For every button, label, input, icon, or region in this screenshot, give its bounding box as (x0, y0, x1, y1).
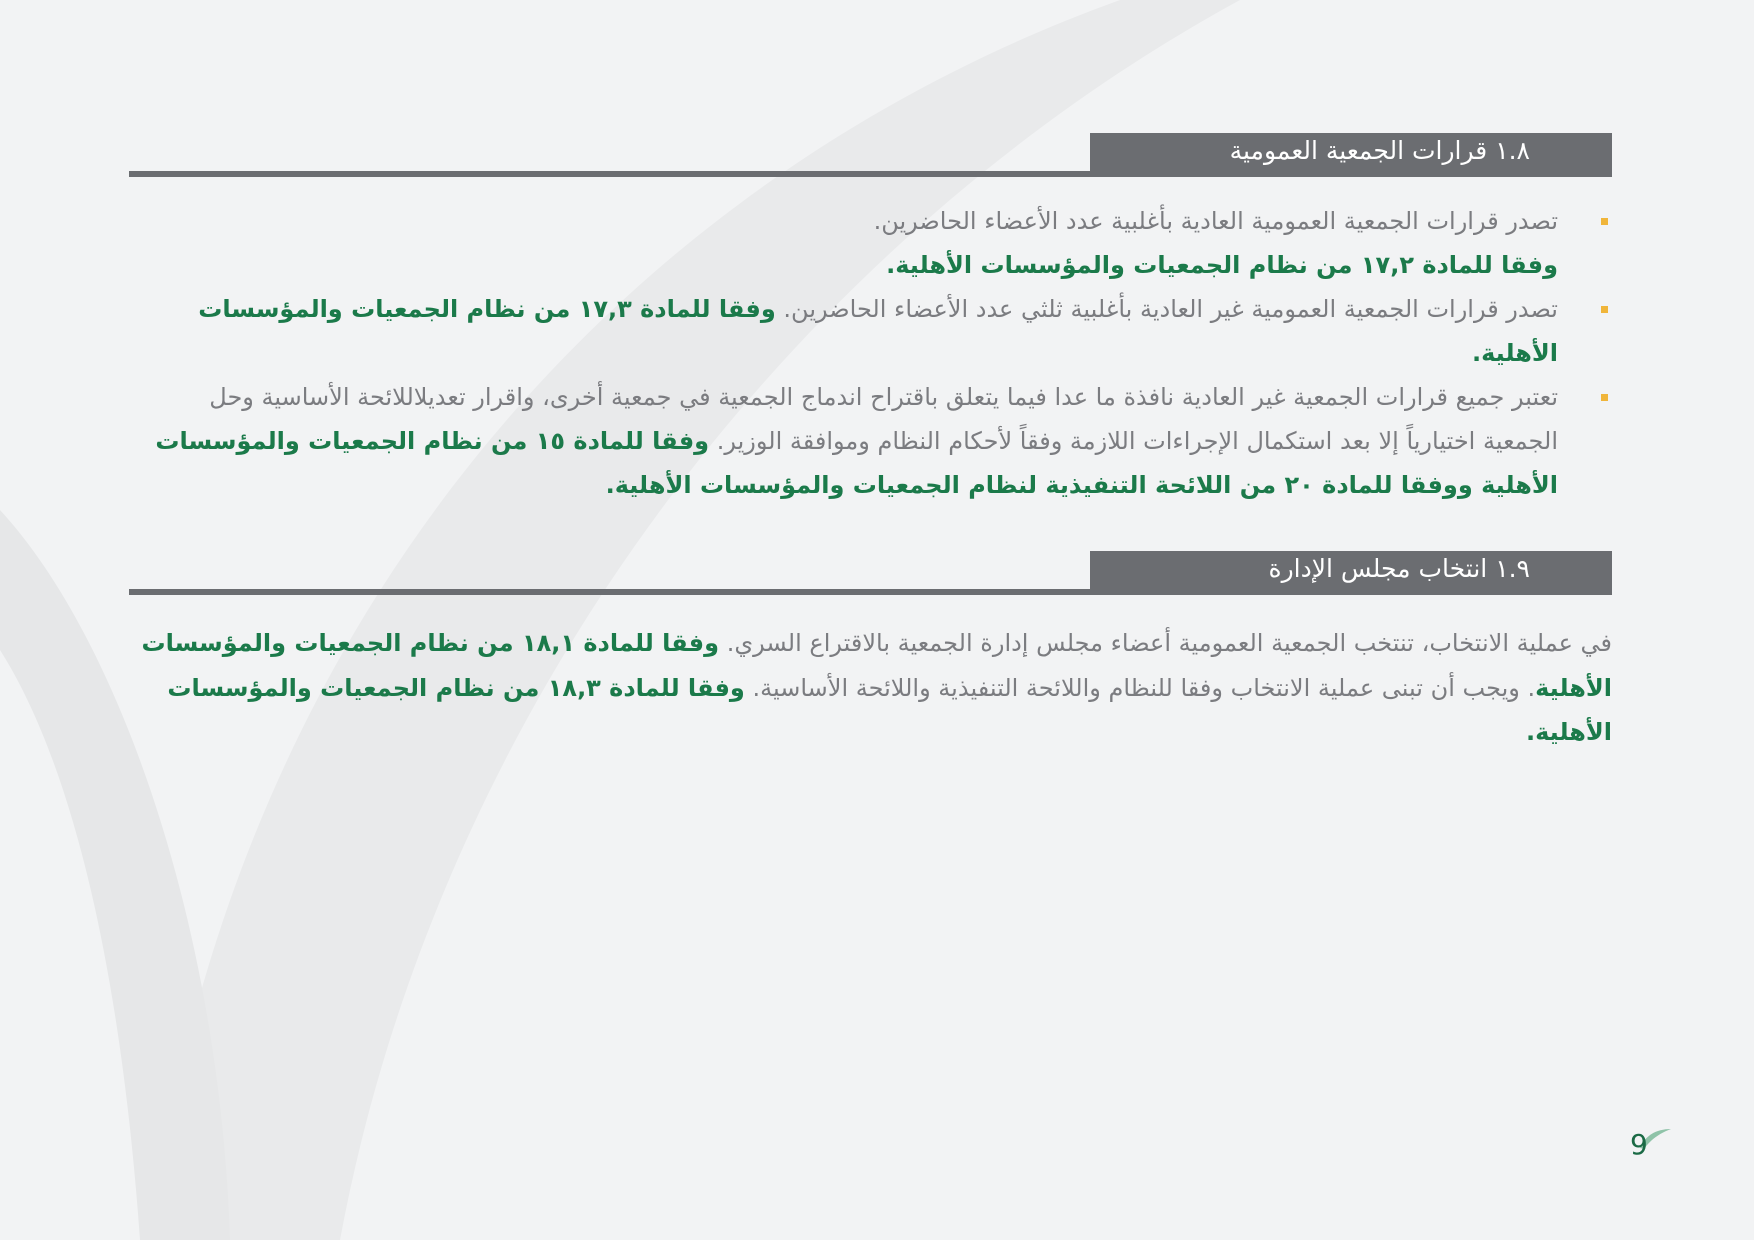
bullet-icon (1601, 394, 1608, 401)
section-board-election (129, 551, 1612, 755)
paragraph-reference: وفقا للمادة ١٨,٣ من نظام الجمعيات والمؤسسات الأهلية. (167, 673, 1612, 746)
item-text: تعتبر جميع قرارات الجمعية غير العادية نافذة ما عدا فيما يتعلق باقتراح اندماج الجمعية في جمعية أخرى، واقرار تعديلاللائحة الأساسية وحل الجمعية اختيارياً إلا بعد استكمال الإجراءات اللازمة وفقاً لأحكام النظام وموافقة الوزير. (209, 383, 1558, 455)
bullet-icon (1601, 306, 1608, 313)
list-item (129, 375, 1612, 507)
section-general-assembly-decisions (129, 133, 1612, 507)
paragraph-text: . ويجب أن تبنى عملية الانتخاب وفقا للنظام واللائحة التنفيذية واللائحة الأساسية. (744, 673, 1536, 702)
section-header (129, 133, 1612, 177)
item-reference: وفقا للمادة ١٥ من نظام الجمعيات والمؤسسات الأهلية ووفقا للمادة ٢٠ من اللائحة التنفيذية لنظام الجمعيات والمؤسسات الأهلية. (155, 427, 1558, 499)
section-title: ١.٨ قرارات الجمعية العمومية (1090, 133, 1612, 177)
election-paragraph (129, 595, 1612, 755)
item-text: تصدر قرارات الجمعية العمومية غير العادية بأغلبية ثلثي عدد الأعضاء الحاضرين. (775, 295, 1558, 323)
list-item (129, 199, 1612, 287)
section-header (129, 551, 1612, 595)
page-number: 9 (1630, 1128, 1648, 1161)
item-reference: وفقا للمادة ١٧,٢ من نظام الجمعيات والمؤسسات الأهلية. (886, 251, 1558, 279)
bullet-icon (1601, 218, 1608, 225)
paragraph-reference: وفقا للمادة ١٨,١ من نظام الجمعيات والمؤسسات الأهلية (141, 629, 1612, 702)
section-title: ١.٩ انتخاب مجلس الإدارة (1090, 551, 1612, 595)
list-item (129, 287, 1612, 375)
item-reference: وفقا للمادة ١٧,٣ من نظام الجمعيات والمؤسسات الأهلية. (198, 295, 1558, 367)
item-text: تصدر قرارات الجمعية العمومية العادية بأغلبية عدد الأعضاء الحاضرين. (873, 207, 1558, 235)
paragraph-text: في عملية الانتخاب، تنتخب الجمعية العمومية أعضاء مجلس إدارة الجمعية بالاقتراع السري. (719, 629, 1612, 657)
decisions-list (129, 177, 1612, 507)
